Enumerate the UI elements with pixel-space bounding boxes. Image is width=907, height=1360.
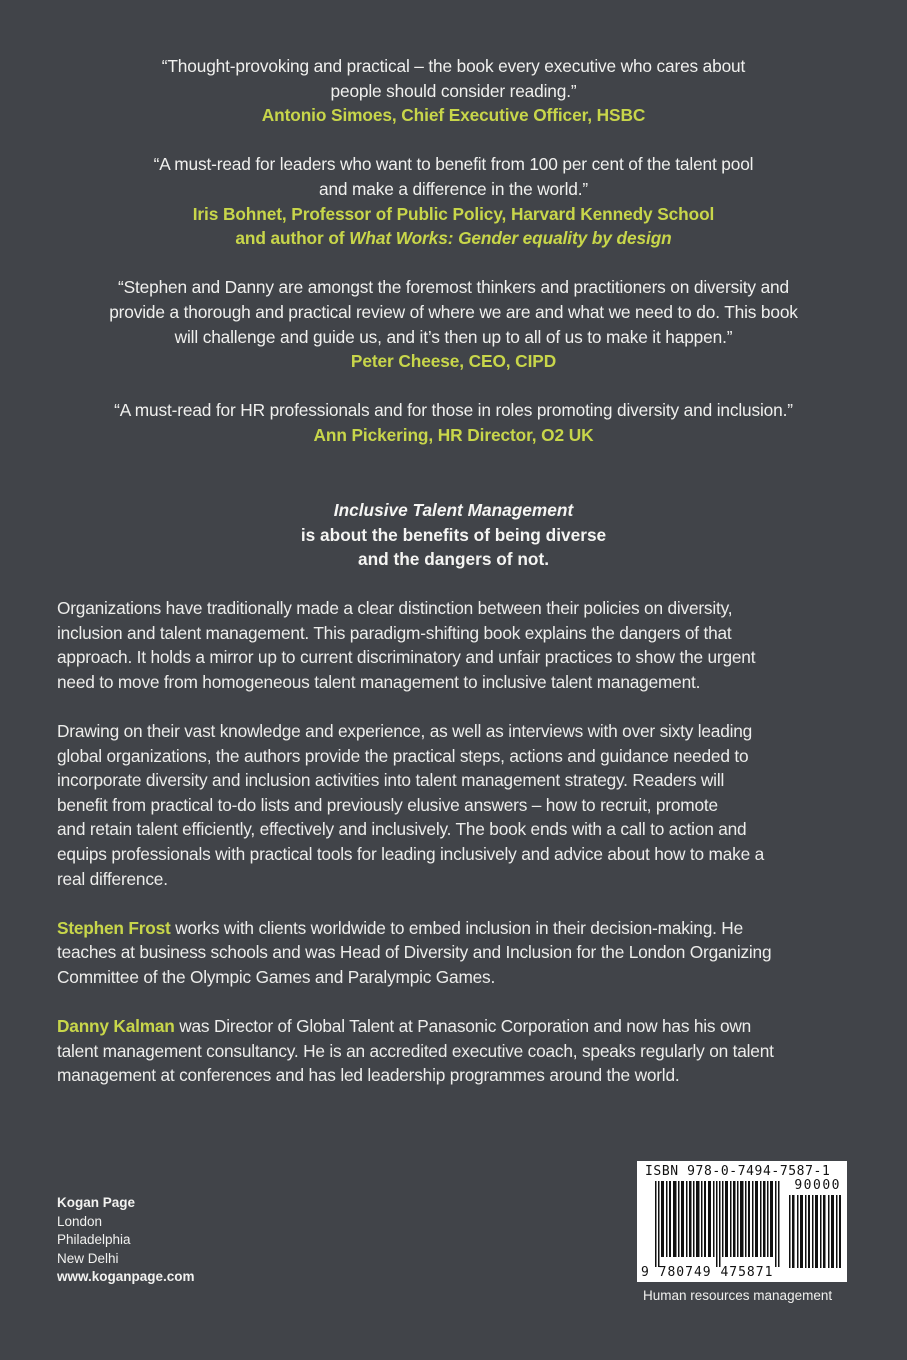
book-description [57, 596, 857, 1112]
text-line [57, 916, 857, 941]
quote-line: will challenge and guide us, and it’s then up to all of us to make it happen.” [174, 326, 733, 347]
publisher-website: www.koganpage.com [57, 1269, 195, 1285]
endorsement-cheese [40, 275, 867, 373]
attribution: Antonio Simoes, Chief Executive Officer, HSBC [261, 105, 646, 126]
addon-barcode-bars-icon [789, 1195, 841, 1268]
book-title: Inclusive Talent Management [333, 500, 574, 520]
text-line: management at conferences and has led leadership programmes around the world. [57, 1065, 680, 1086]
attribution-extra [40, 226, 867, 251]
text-line: Committee of the Olympic Games and Paralympic Games. [57, 966, 496, 987]
description-paragraph-2 [57, 719, 857, 891]
quote-line: “A must-read for HR professionals and for those in roles promoting diversity and inclusion.” [114, 400, 793, 421]
quote-line: and make a difference in the world.” [318, 178, 589, 199]
author-bio-frost [57, 916, 857, 990]
author-name: Stephen Frost [57, 917, 171, 938]
cited-book-title: What Works: Gender equality by design [349, 228, 672, 249]
tagline [0, 498, 907, 572]
text-line: global organizations, the authors provide the practical steps, actions and guidance needed to [57, 745, 749, 766]
barcode-bars-icon [655, 1181, 781, 1267]
bio-text: works with clients worldwide to embed inclusion in their decision-making. He [170, 917, 743, 938]
attribution-prefix: and author of [235, 228, 350, 249]
text-line: teaches at business schools and was Head of Diversity and Inclusion for the London Organizing [57, 942, 772, 963]
text-line [57, 1014, 857, 1039]
ean-digits: 9 780749 475871 [641, 1265, 774, 1280]
quote-line: “Thought-provoking and practical – the book every executive who cares about [161, 56, 746, 76]
author-name: Danny Kalman [57, 1016, 175, 1037]
author-bio-kalman [57, 1014, 857, 1088]
text-line: approach. It holds a mirror up to current discriminatory and unfair practices to show the urgent [57, 647, 756, 668]
text-line: Drawing on their vast knowledge and experience, as well as interviews with over sixty leading [57, 720, 753, 741]
quote-line: “A must-read for leaders who want to benefit from 100 per cent of the talent pool [153, 154, 754, 175]
text-line: benefit from practical to-do lists and previously elusive answers – how to recruit, promote [57, 794, 718, 815]
publisher-city: London [57, 1213, 103, 1229]
attribution: Iris Bohnet, Professor of Public Policy, Harvard Kennedy School [192, 203, 715, 224]
text-line: real difference. [57, 868, 168, 889]
isbn-barcode [637, 1161, 847, 1282]
endorsement-bohnet [40, 152, 867, 250]
endorsement-pickering [40, 398, 867, 447]
text-line: talent management consultancy. He is an accredited executive coach, speaks regularly on talent [57, 1040, 774, 1061]
attribution: Ann Pickering, HR Director, O2 UK [313, 424, 594, 445]
publisher-name: Kogan Page [57, 1195, 136, 1210]
text-line: Organizations have traditionally made a clear distinction between their policies on diversity, [57, 598, 733, 618]
isbn-label: ISBN 978-0-7494-7587-1 [645, 1164, 831, 1179]
endorsements [40, 54, 867, 472]
endorsement-simoes [40, 54, 867, 128]
text-line: incorporate diversity and inclusion activities into talent management strategy. Readers will [57, 770, 725, 791]
tagline-line: is about the benefits of being diverse [300, 524, 607, 545]
text-line: inclusion and talent management. This paradigm-shifting book explains the dangers of that [57, 622, 732, 643]
tagline-line: and the dangers of not. [357, 549, 550, 570]
bio-text: was Director of Global Talent at Panasonic Corporation and now has his own [174, 1016, 752, 1037]
quote-line: “Stephen and Danny are amongst the foremost thinkers and practitioners on diversity and [118, 277, 789, 298]
quote-line: provide a thorough and practical review of where we are and what we need to do. This book [109, 301, 798, 322]
text-line: need to move from homogeneous talent management to inclusive talent management. [57, 671, 701, 692]
text-line: and retain talent efficiently, effectively and inclusively. The book ends with a call to action and [57, 819, 747, 840]
quote-line: people should consider reading.” [330, 80, 577, 101]
text-line: equips professionals with practical tools for leading inclusively and advice about how to make a [57, 843, 765, 864]
publisher-city: New Delhi [57, 1250, 119, 1266]
publisher-info [57, 1194, 195, 1287]
description-paragraph-1 [57, 596, 857, 694]
attribution: Peter Cheese, CEO, CIPD [350, 351, 557, 372]
subject-category: Human resources management [643, 1288, 833, 1303]
publisher-city: Philadelphia [57, 1232, 131, 1248]
price-code: 90000 [794, 1178, 841, 1193]
